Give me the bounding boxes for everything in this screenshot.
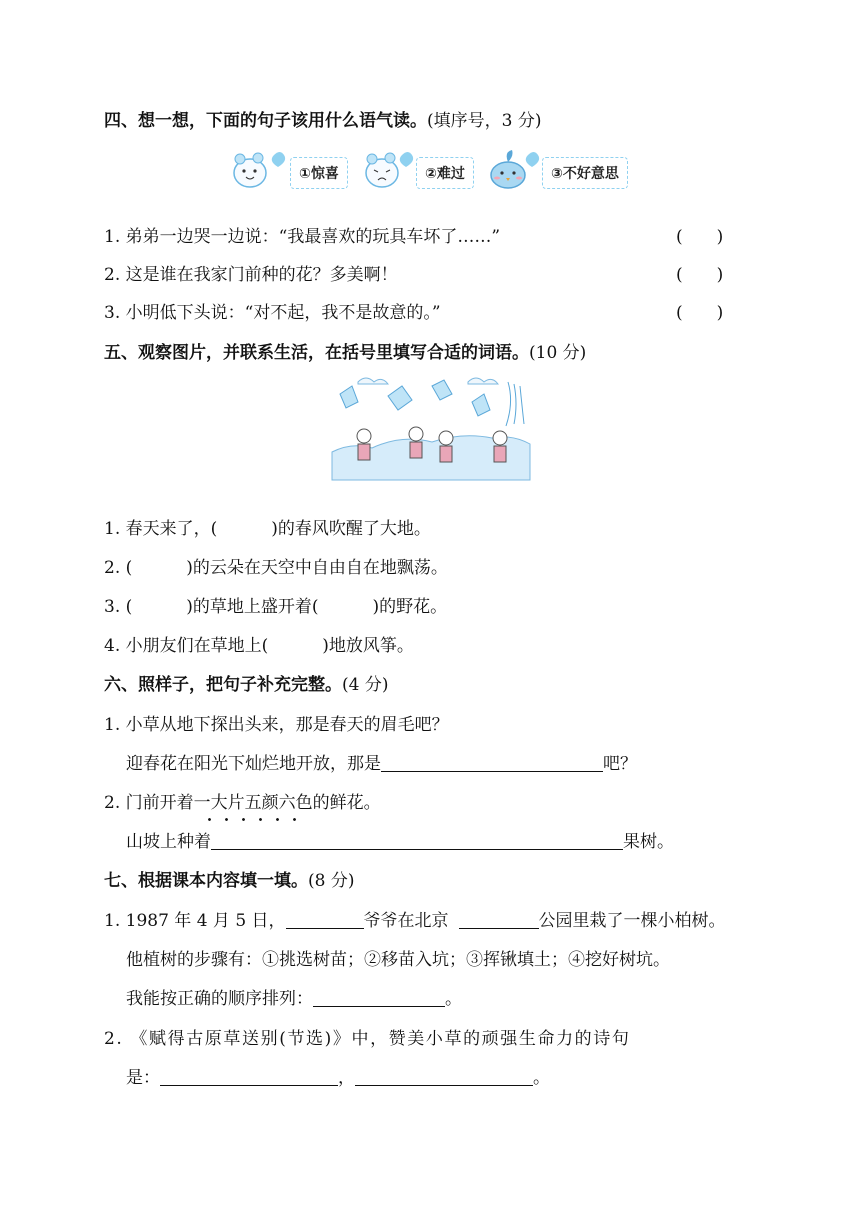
prompt-text-b: 果树。 [623, 832, 674, 852]
section7-title: 七、根据课本内容填一填。 [104, 871, 308, 891]
section5-title: 五、观察图片，并联系生活，在括号里填写合适的词语。 [104, 343, 529, 363]
section5-item-2 [104, 553, 448, 578]
q2-period: 。 [533, 1068, 550, 1088]
item-text-a: 4. 小朋友们在草地上( [104, 636, 269, 656]
answer-paren-3[interactable]: ( ) [676, 303, 724, 323]
mood-option-sad [360, 145, 474, 200]
section4-item-3 [104, 298, 441, 323]
answer-blank-name[interactable] [286, 910, 364, 929]
mood-label-shy: ③不好意思 [542, 157, 628, 189]
section5-item-4 [104, 631, 414, 656]
section5-item-3 [104, 592, 447, 617]
section4-title: 四、想一想，下面的句子该用什么语气读。 [104, 111, 427, 131]
q1-text-b: 爷爷在北京 [363, 911, 449, 931]
q2-comma: ， [338, 1068, 355, 1088]
q1-text-c: 公园里栽了一棵小柏树。 [538, 911, 726, 931]
item-text-b: )的春风吹醒了大地。 [271, 519, 431, 539]
answer-blank[interactable] [381, 753, 603, 772]
answer-blank[interactable] [211, 831, 623, 850]
answer-blank-park[interactable] [459, 910, 539, 929]
item-text-c: )的野花。 [372, 597, 448, 617]
section6-q2-example [104, 788, 381, 813]
mood-option-shy [484, 145, 628, 200]
section4-item-1 [104, 222, 500, 247]
section7-q1-line2: 他植树的步骤有：①挑选树苗；②移苗入坑；③挥锹填土；④挖好树坑。 [126, 950, 670, 970]
answer-blank-order[interactable] [313, 988, 445, 1007]
item-text-b: )的草地上盛开着( [186, 597, 319, 617]
section7-q1-line1 [104, 906, 726, 931]
q1-line3-text: 我能按正确的顺序排列： [126, 989, 313, 1009]
prompt-text-b: 吧？ [603, 754, 637, 774]
prompt-text-a: 迎春花在阳光下灿烂地开放，那是 [126, 754, 381, 774]
item-text-a: 3. ( [104, 597, 133, 617]
item-text: 2. 这是谁在我家门前种的花？多美啊！ [104, 265, 398, 285]
answer-blank-verse2[interactable] [355, 1067, 533, 1086]
mood-option-surprise [228, 145, 348, 200]
section5-note: (10 分) [529, 343, 587, 363]
section6-q1-example: 1. 小草从地下探出头来，那是春天的眉毛吧？ [104, 715, 449, 735]
section6-note: (4 分) [342, 675, 389, 695]
example-text-a: 2. 门前开着 [104, 793, 194, 813]
section7-note: (8 分) [308, 871, 355, 891]
answer-blank-verse1[interactable] [160, 1067, 338, 1086]
item-text: 1. 弟弟一边哭一边说：“我最喜欢的玩具车坏了……” [104, 227, 501, 247]
section6-q2-prompt [126, 827, 674, 852]
mood-label-surprise: ①惊喜 [290, 157, 348, 189]
item-text-a: 1. 春天来了，( [104, 519, 218, 539]
item-text-b: )地放风筝。 [322, 636, 414, 656]
item-text-b: )的云朵在天空中自由自在地飘荡。 [186, 558, 448, 578]
q2-line2-text: 是： [126, 1068, 160, 1088]
section6-title: 六、照样子，把句子补充完整。 [104, 675, 342, 695]
item-text: 3. 小明低下头说：“对不起，我不是故意的。” [104, 303, 441, 323]
shy-bird-icon [484, 145, 542, 200]
section5-item-1 [104, 514, 431, 539]
section5-heading [104, 338, 586, 363]
section4-item-2 [104, 260, 398, 285]
q1-line3-end: 。 [445, 989, 462, 1009]
item-text-a: 2. ( [104, 558, 133, 578]
prompt-text-a: 山坡上种着 [126, 832, 211, 852]
section7-q2-line2 [126, 1063, 550, 1088]
section7-q2-line1: 2. 《赋得古原草送别(节选)》中，赞美小草的顽强生命力的诗句 [104, 1029, 631, 1049]
section4-note: (填序号，3 分) [427, 111, 542, 131]
section6-heading [104, 670, 388, 695]
mood-label-sad: ②难过 [416, 157, 474, 189]
section4-heading [104, 106, 541, 131]
section7-heading [104, 866, 354, 891]
sad-hamster-icon [360, 145, 416, 200]
dotted-emphasis-text: 一大片五颜六色 [194, 788, 313, 813]
spring-kites-illustration [328, 372, 534, 493]
answer-paren-2[interactable]: ( ) [676, 265, 724, 285]
happy-hamster-icon [228, 145, 290, 200]
answer-paren-1[interactable]: ( ) [676, 227, 724, 247]
section6-q1-prompt [126, 749, 637, 774]
example-text-b: 的鲜花。 [312, 793, 381, 813]
section7-q1-line3 [126, 984, 462, 1009]
q1-text-a: 1. 1987 年 4 月 5 日， [104, 911, 286, 931]
